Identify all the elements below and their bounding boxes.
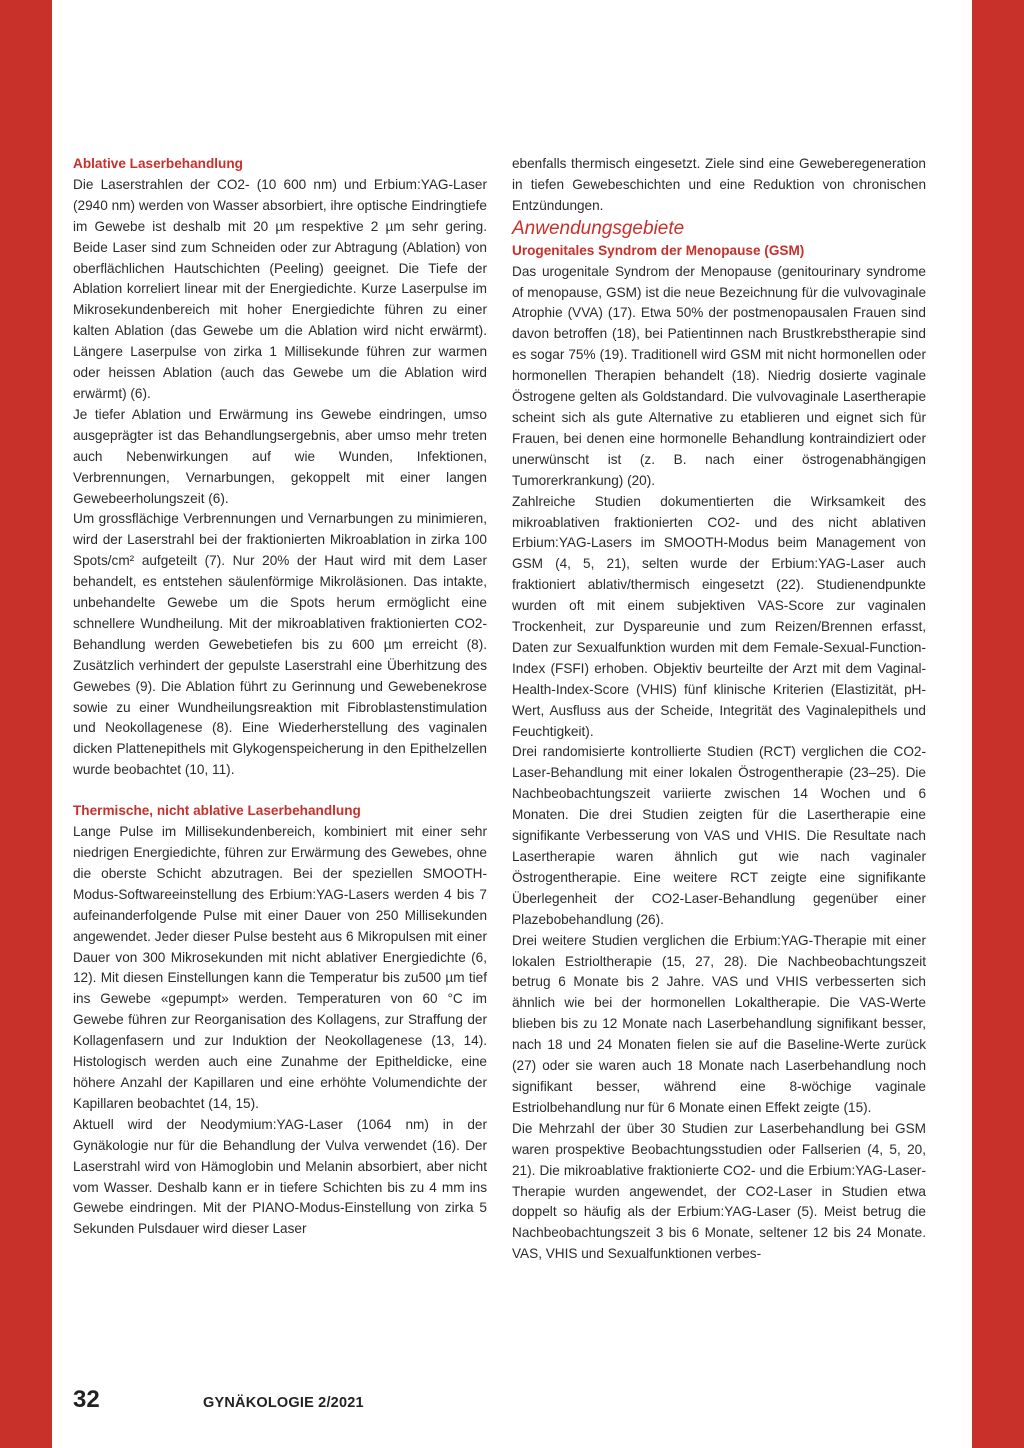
heading-thermal: Thermische, nicht ablative Laserbehandlung [73,803,361,819]
paragraph: Drei randomisierte kontrollierte Studien (RCT) verglichen die CO2-Laser-Behandlung mit einer lokalen Östrogentherapie (23–25). Die Nachbeobachtungszeit variierte zwischen 14 Wochen und 6 Monaten. Die drei Studien zeigten für die Lasertherapie eine signifikante Verbesserung von VAS und VHIS. Die Resultate nach Lasertherapie waren ähnlich gut wie nach vaginaler Östrogentherapie. Eine weitere RCT zeigte eine signifikante Überlegenheit der CO2-Laser-Behandlung gegenüber einer Plazebobehandlung (26). [512,744,926,927]
paragraph: Lange Pulse im Millisekundenbereich, kombiniert mit einer sehr niedrigen Energiedichte, führen zur Erwärmung des Gewebes, ohne die oberste Schicht abzutragen. Bei der speziellen SMOOTH-Modus-Softwareeinstellung des Erbium:YAG-Lasers werden 4 bis 7 aufeinanderfolgende Pulse mit einer Dauer von 250 Millisekunden angewendet. Jeder dieser Pulse besteht aus 6 Mikropulsen mit einer Dauer von 300 Mikrosekunden mit nicht ablativer Energiedichte (6, 12). Mit diesen Einstellungen kann die Temperatur bis zu500 µm tief ins Gewebe «gepumpt» werden. Temperaturen von 60 °C im Gewebe führen zur Reorganisation des Kollagens, zur Straffung der Kollagenfasern und zur Induktion der Neokollagenese (13, 14). Histologisch werden auch eine Zunahme der Epitheldicke, eine höhere Anzahl der Kapillaren und eine erhöhte Volumendichte der Kapillaren beobachtet (14, 15). [73,824,487,1111]
paragraph: Drei weitere Studien verglichen die Erbium:YAG-Therapie mit einer lokalen Estrioltherapie (15, 27, 28). Die Nachbeobachtungszeit betrug 6 Monate bis 2 Jahre. VAS und VHIS verbesserten sich ähnlich wie bei der hormonellen Lokaltherapie. Die VAS-Werte blieben bis zu 12 Monate nach Laserbehandlung signifikant besser, nach 18 und 24 Monaten fielen sie auf die Baseline-Werte zurück (27) oder sie waren auch 18 Monate nach Laserbehandlung noch signifikant besser, während eine 8-wöchige vaginale Estriolbehandlung nur für 6 Monate einen Effekt zeigte (15). [512,932,926,1115]
section-heading-anwendungsgebiete: Anwendungsgebiete [512,217,685,239]
paragraph: Zahlreiche Studien dokumentierten die Wirksamkeit des mikroablativen fraktionierten CO2- und des nicht ablativen Erbium:YAG-Lasers im SMOOTH-Modus beim Management von GSM (4, 5, 21), selten wurde der Erbium:YAG-Laser auch fraktioniert ablativ/thermisch eingesetzt (22). Studienendpunkte wurden oft mit einem subjektiven VAS-Score zur vaginalen Trockenheit, zur Dyspareunie und zum Reizen/Brennen erfasst, Daten zur Sexualfunktion wurden mit dem Female-Sexual-Function-Index (FSFI) erhoben. Objektiv beurteilte der Arzt mit dem Vaginal-Health-Index-Score (VHIS) fünf klinische Kriterien (Elastizität, pH-Wert, Ausfluss aus der Scheide, Integrität des Vaginalepithels und Feuchtigkeit). [512,493,926,739]
paragraph: Aktuell wird der Neodymium:YAG-Laser (1064 nm) in der Gynäkologie nur für die Behandlung der Vulva verwendet (16). Der Laserstrahl wird von Hämoglobin und Melanin absorbiert, aber nicht vom Wasser. Deshalb kann er in tiefere Schichten bis zu 4 mm ins Gewebe eindringen. Mit der PIANO-Modus-Einstellung von zirka 5 Sekunden Pulsdauer wird dieser Laser [73,1116,487,1237]
paragraph: Die Mehrzahl der über 30 Studien zur Laserbehandlung bei GSM waren prospektive Beobachtungsstudien oder Fallserien (4, 5, 20, 21). Die mikroablative fraktionierte CO2- und die Erbium:YAG-Laser-Therapie wurden angewendet, der CO2-Laser in Studien etwa doppelt so häufig als der Erbium:YAG-Laser (5). Meist betrug die Nachbeobachtungszeit 3 bis 6 Monate, seltener 12 bis 24 Monate. VAS, VHIS und Sexualfunktionen verbes- [512,1120,926,1262]
page-number: 32 [73,1386,100,1413]
right-accent-bar [972,0,1024,1448]
paragraph: Das urogenitale Syndrom der Menopause (genitourinary syndrome of menopause, GSM) ist die neue Bezeichnung für die vulvovaginale Atrophie (VVA) (17). Etwa 50% der postmenopausalen Frauen sind davon betroffen (18), bei Patientinnen nach Brustkrebstherapie sind es sogar 75% (19). Traditionell wird GSM mit nicht hormonellen oder hormonellen Therapien behandelt (18). Niedrig dosierte vaginale Östrogene gelten als Goldstandard. Die vulvovaginale Lasertherapie scheint sich als gute Alternative zu etablieren und eignet sich für Frauen, bei denen eine hormonelle Behandlung kontraindiziert oder unerwünscht ist (z. B. nach einer östrogenabhängigen Tumorerkrankung) (20). [512,263,926,488]
left-accent-bar [0,0,52,1448]
paragraph: ebenfalls thermisch eingesetzt. Ziele sind eine Geweberegeneration in tiefen Gewebeschichten und eine Reduktion von chronischen Entzündungen. [512,156,926,213]
journal-title: GYNÄKOLOGIE 2/2021 [203,1395,364,1411]
paragraph: Die Laserstrahlen der CO2- (10 600 nm) und Erbium:YAG-Laser (2940 nm) werden von Wasser absorbiert, ihre optische Eindringtiefe im Gewebe ist deshalb mit 20 µm respektive 2 µm sehr gering. Beide Laser sind zum Schneiden oder zur Abtragung (Ablation) von oberflächlichen Hautschichten (Peeling) geeignet. Die Tiefe der Ablation korreliert linear mit der Energiedichte. Kurze Laserpulse im Mikrosekundenbereich mit hoher Energiedichte führen zu einer kalten Ablation (das Gewebe um die Ablation wird nicht erwärmt). Längere Laserpulse von zirka 1 Millisekunde führen zur warmen oder heissen Ablation (auch das Gewebe um die Ablation wird erwärmt) (6). [73,176,487,401]
right-column [512,154,926,1265]
paragraph: Um grossflächige Verbrennungen und Vernarbungen zu minimieren, wird der Laserstrahl bei der fraktionierten Mikroablation in zirka 100 Spots/cm² aufgeteilt (7). Nur 20% der Haut wird mit dem Laser behandelt, es entstehen säulenförmige Mikroläsionen. Das intakte, unbehandelte Gewebe um die Spots herum ermöglicht eine schnellere Wundheilung. Mit der mikroablativen fraktionierten CO2-Behandlung werden Gewebetiefen bis zu 600 µm erreicht (8). Zusätzlich verhindert der gepulste Laserstrahl eine Überhitzung des Gewebes (9). Die Ablation führt zu Gerinnung und Gewebenekrose sowie zu einer Wundheilungsreaktion mit Fibroblastenstimulation und Neokollagenese (8). Eine Wiederherstellung des vaginalen dicken Plattenepithels mit Glykogenspeicherung in den Epithelzellen wurde beobachtet (10, 11). [73,511,487,778]
left-column [73,154,487,1240]
heading-ablative: Ablative Laserbehandlung [73,156,243,171]
heading-gsm: Urogenitales Syndrom der Menopause (GSM) [512,242,805,258]
paragraph: Je tiefer Ablation und Erwärmung ins Gewebe eindringen, umso ausgeprägter ist das Behandlungsergebnis, aber umso mehr treten auch Nebenwirkungen auf wie Wunden, Infektionen, Verbrennungen, Vernarbungen, gekoppelt mit einer langen Gewebeerholungszeit (6). [73,406,487,506]
